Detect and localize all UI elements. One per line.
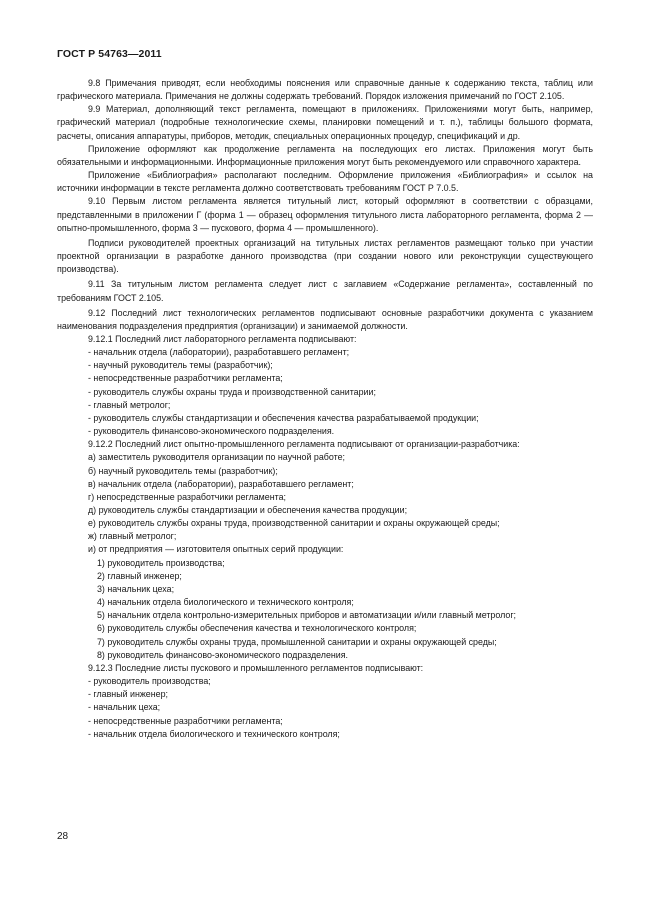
- paragraph: 9.9 Материал, дополняющий текст регламента, помещают в приложениях. Приложениями могут быть, например, графический материал (подробные технологические схемы, планировки помещений и т. п.), таблицы большого формата, расчеты, описания аппаратуры, приборов, методик, специальных операционных процедур, спецификаций и др.: [57, 104, 593, 141]
- paragraph: - главный метролог;: [88, 399, 171, 410]
- paragraph: - начальник отдела (лаборатории), разработавшего регламент;: [88, 347, 350, 358]
- document-body: [57, 77, 593, 741]
- paragraph: - руководитель службы охраны труда и производственной санитарии;: [88, 386, 376, 397]
- paragraph: 6) руководитель службы обеспечения качества и технологического контроля;: [97, 623, 417, 634]
- paragraph: - начальник отдела биологического и технического контроля;: [88, 728, 340, 739]
- paragraph: 8) руководитель финансово-экономического подразделения.: [97, 649, 349, 660]
- paragraph: б) научный руководитель темы (разработчик);: [88, 465, 278, 476]
- paragraph: 9.12.1 Последний лист лабораторного регламента подписывают:: [88, 333, 357, 344]
- paragraph: в) начальник отдела (лаборатории), разработавшего регламент;: [88, 478, 354, 489]
- paragraph: - руководитель финансово-экономического подразделения.: [88, 426, 335, 437]
- paragraph: - непосредственные разработчики регламента;: [88, 715, 283, 726]
- paragraph: - главный инженер;: [88, 689, 168, 700]
- paragraph: д) руководитель службы стандартизации и обеспечения качества продукции;: [88, 505, 408, 515]
- paragraph: - научный руководитель темы (разработчик);: [88, 360, 273, 371]
- paragraph: е) руководитель службы охраны труда, производственной санитарии и охраны окружающей среды;: [88, 518, 500, 529]
- paragraph: г) непосредственные разработчики регламента;: [88, 491, 286, 502]
- page-number: 28: [57, 831, 69, 842]
- paragraph: а) заместитель руководителя организации по научной работе;: [88, 452, 345, 463]
- paragraph: Приложение «Библиография» располагают последним. Оформление приложения «Библиография» и ссылок на источники информации в тексте регламента должно соответствовать требованиям ГОСТ Р 7.0.5.: [57, 170, 593, 194]
- paragraph: 9.10 Первым листом регламента является титульный лист, который оформляют в соответствии с образцами, представленными в приложении Г (форма 1 — образец оформления титульного листа лабораторного регламента, форма 2 — опытно-промышленного, форма 3 — пускового, форма 4 — промышленного).: [57, 196, 593, 233]
- paragraph: 1) руководитель производства;: [97, 557, 225, 568]
- paragraph: Подписи руководителей проектных организаций на титульных листах регламентов размещают только при участии проектной организации в разработке данного производства (при создании нового или реконструкции существующего производства).: [57, 237, 593, 275]
- paragraph: ж) главный метролог;: [88, 531, 177, 542]
- paragraph: - руководитель производства;: [88, 676, 211, 687]
- paragraph: 5) начальник отдела контрольно-измерительных приборов и автоматизации и/или главный метролог;: [97, 610, 517, 621]
- paragraph: - непосредственные разработчики регламента;: [88, 373, 283, 384]
- paragraph: - руководитель службы стандартизации и обеспечения качества разрабатываемой продукции;: [88, 412, 479, 423]
- paragraph: и) от предприятия — изготовителя опытных серий продукции:: [88, 544, 344, 555]
- paragraph: Приложение оформляют как продолжение регламента на последующих его листах. Приложения могут быть обязательными и информационными. Информационные приложения могут быть рекомендуемого или справочного характера.: [57, 143, 593, 167]
- paragraph: 9.12.3 Последние листы пускового и промышленного регламентов подписывают:: [88, 662, 424, 673]
- paragraph: 9.8 Примечания приводят, если необходимы пояснения или справочные данные к содержанию текста, таблиц или графического материала. Примечания не должны содержать требований. Порядок изложения примечаний по ГОСТ 2.105.: [57, 78, 593, 102]
- paragraph: 9.12 Последний лист технологических регламентов подписывают основные разработчики документа с указанием наименования подразделения предприятия (организации) и занимаемой должности.: [57, 307, 593, 331]
- paragraph: 4) начальник отдела биологического и технического контроля;: [97, 597, 354, 608]
- paragraph: 9.12.2 Последний лист опытно-промышленного регламента подписывают от организации-разработчика:: [88, 439, 520, 450]
- paragraph: 3) начальник цеха;: [97, 583, 175, 594]
- paragraph: 7) руководитель службы охраны труда, промышленной санитарии и охраны окружающей среды;: [97, 636, 497, 647]
- paragraph: 9.11 За титульным листом регламента следует лист с заглавием «Содержание регламента», составленный по требованиям ГОСТ 2.105.: [57, 279, 593, 303]
- paragraph: - начальник цеха;: [88, 702, 161, 713]
- paragraph: 2) главный инженер;: [97, 570, 182, 581]
- document-header: ГОСТ Р 54763—2011: [57, 48, 162, 60]
